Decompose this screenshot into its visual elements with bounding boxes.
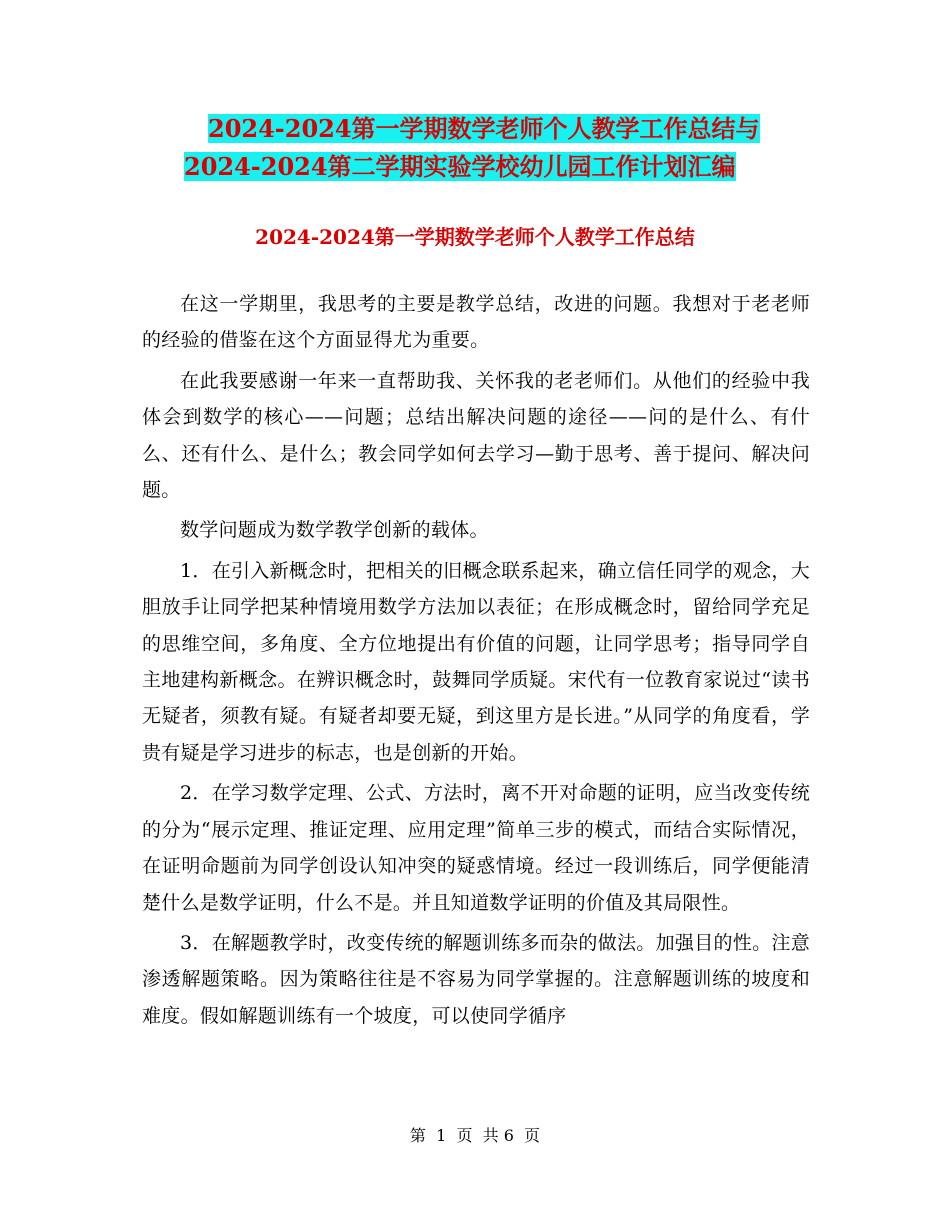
paragraph-3: 数学问题成为数学教学创新的载体。 [180, 519, 489, 542]
paragraph-2: 在此我要感谢一年来一直帮助我、关怀我的老老师们。从他们的经验中我体会到数学的核心——问题；总结出解决问题的途径——问的是什么、有什么、还有什么、是什么；教会同学如何去学习—勤于思考、善于提问、解决问题。 [142, 369, 810, 502]
paragraph-4: 1．在引入新概念时，把相关的旧概念联系起来，确立信任同学的观念，大胆放手让同学把某种情境用数学方法加以表征；在形成概念时，留给同学充足的思维空间，多角度、全方位地提出有价值的问题，让同学思考；指导同学自主地建构新概念。在辨识概念时，鼓舞同学质疑。宋代有一位教育家说过“读书无疑者，须教有疑。有疑者却要无疑，到这里方是长进。”从同学的角度看，学贵有疑是学习进步的标志，也是创新的开始。 [142, 559, 810, 764]
paragraph-1: 在这一学期里，我思考的主要是教学总结，改进的问题。我想对于老老师的经验的借鉴在这个方面显得尤为重要。 [142, 293, 810, 352]
document-title-line-1 [140, 110, 820, 148]
paragraph-5: 2．在学习数学定理、公式、方法时，离不开对命题的证明，应当改变传统的分为“展示定理、推证定理、应用定理”简单三步的模式，而结合实际情况，在证明命题前为同学创设认知冲突的疑惑情境。经过一段训练后，同学便能清楚什么是数学证明，什么不是。并且知道数学证明的价值及其局限性。 [142, 782, 810, 914]
section-title: 2024-2024第一学期数学老师个人教学工作总结 [255, 225, 695, 249]
paragraph-6: 3．在解题教学时，改变传统的解题训练多而杂的做法。加强目的性。注意渗透解题策略。因为策略往往是不容易为同学掌握的。注意解题训练的坡度和难度。假如解题训练有一个坡度，可以使同学循序 [142, 931, 810, 1027]
page-footer: 第 1 页 共 6 页 [409, 1126, 541, 1145]
title-highlight-1: 2024-2024第一学期数学老师个人教学工作总结与 [208, 114, 760, 143]
document-title-line-2 [140, 148, 820, 186]
document-title [140, 110, 820, 186]
title-highlight-2: 2024-2024第二学期实验学校幼儿园工作计划汇编 [184, 152, 736, 181]
document-body [142, 286, 810, 1038]
